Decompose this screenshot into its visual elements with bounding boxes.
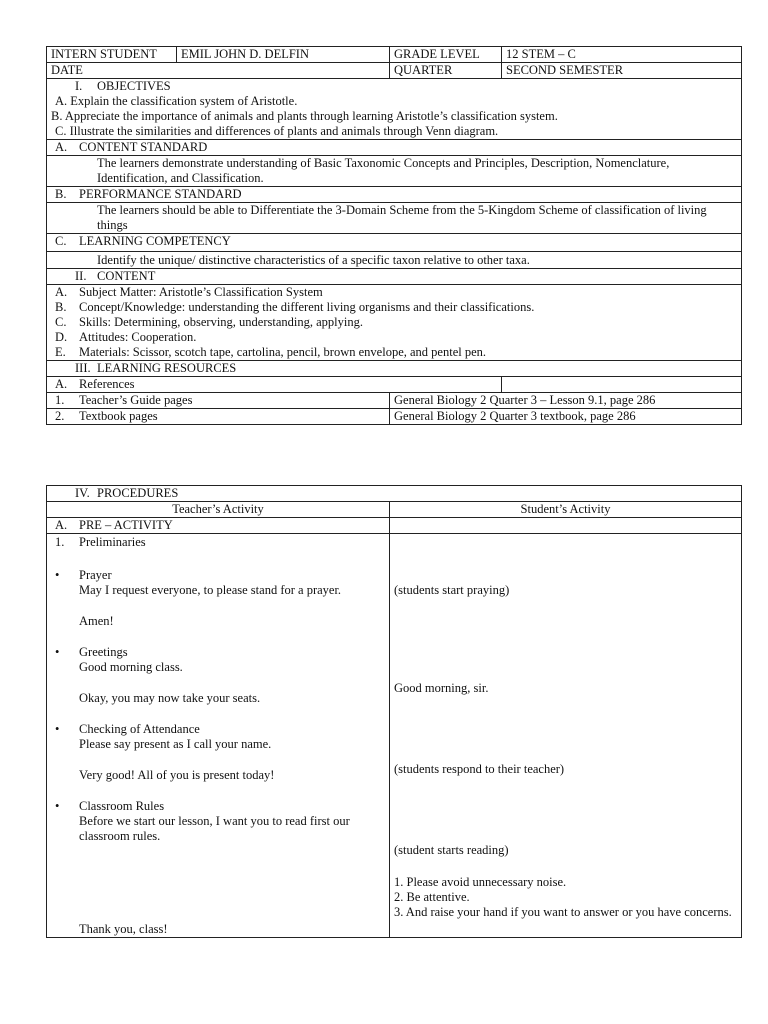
rules-item bbox=[51, 799, 385, 937]
content-standard-letter: A. bbox=[55, 140, 68, 154]
rules-teacher-text: Before we start our lesson, I want you to read first our classroom rules. bbox=[79, 814, 350, 843]
content-item-e: E. Materials: Scissor, scotch tape, cartolina, pencil, brown envelope, and pentel pen. bbox=[55, 345, 487, 359]
preliminaries-title: Preliminaries bbox=[79, 535, 146, 549]
procedures-num: IV. bbox=[75, 486, 90, 500]
pre-activity-title: PRE – ACTIVITY bbox=[79, 518, 173, 532]
performance-standard-text: The learners should be able to Differentiate the 3-Domain Scheme from the 5-Kingdom Scheme of classification of living things bbox=[47, 203, 742, 234]
prayer-title: Prayer bbox=[79, 568, 112, 582]
textbook-num: 2. bbox=[55, 409, 65, 423]
content-standard-title: CONTENT STANDARD bbox=[79, 140, 208, 154]
activity-header-row bbox=[47, 502, 742, 518]
rules-student-response: (student starts reading) bbox=[394, 843, 509, 857]
prayer-item bbox=[51, 568, 385, 629]
pre-activity-row bbox=[47, 518, 742, 534]
grade-label: GRADE LEVEL bbox=[390, 47, 502, 63]
greetings-item bbox=[51, 645, 385, 706]
textbook-value: General Biology 2 Quarter 3 textbook, page 286 bbox=[390, 409, 742, 425]
objectives-num: I. bbox=[75, 79, 83, 93]
learning-competency-letter: C. bbox=[55, 234, 67, 248]
teachers-guide-label: Teacher’s Guide pages bbox=[79, 393, 193, 407]
prayer-teacher-after: Amen! bbox=[79, 614, 114, 628]
quarter-value: SECOND SEMESTER bbox=[502, 63, 742, 79]
performance-standard-title: PERFORMANCE STANDARD bbox=[79, 187, 242, 201]
performance-standard-letter: B. bbox=[55, 187, 67, 201]
prayer-student-response: (students start praying) bbox=[394, 583, 510, 597]
attendance-teacher-text: Please say present as I call your name. bbox=[79, 737, 272, 751]
learning-competency-heading-row bbox=[47, 234, 742, 252]
preliminaries-row bbox=[47, 534, 742, 938]
content-item-c: C. Skills: Determining, observing, understanding, applying. bbox=[55, 315, 363, 329]
rules-list-item: 1. Please avoid unnecessary noise. bbox=[394, 875, 567, 889]
procedures-title: PROCEDURES bbox=[97, 486, 179, 500]
objective-a: A. Explain the classification system of Aristotle. bbox=[55, 94, 298, 108]
attendance-student-response: (students respond to their teacher) bbox=[394, 762, 565, 776]
textbook-label: Textbook pages bbox=[79, 409, 158, 423]
teacher-activity-header: Teacher’s Activity bbox=[47, 502, 390, 518]
learning-resources-num: III. bbox=[75, 361, 91, 375]
intern-name: EMIL JOHN D. DELFIN bbox=[177, 47, 390, 63]
intern-row bbox=[47, 47, 742, 63]
greetings-teacher-after: Okay, you may now take your seats. bbox=[79, 691, 261, 705]
content-items-row bbox=[47, 285, 742, 361]
procedures-heading-row bbox=[47, 486, 742, 502]
content-standard-heading-row bbox=[47, 140, 742, 156]
learning-competency-title: LEARNING COMPETENCY bbox=[79, 234, 231, 248]
references-letter: A. bbox=[55, 377, 68, 391]
rules-list-item: 2. Be attentive. bbox=[394, 890, 470, 904]
content-standard-text-row bbox=[47, 156, 742, 187]
bullet-icon: • bbox=[55, 645, 60, 659]
performance-standard-text-row bbox=[47, 203, 742, 234]
content-item-d: D. Attitudes: Cooperation. bbox=[55, 330, 197, 344]
content-item-a: A. Subject Matter: Aristotle’s Classification System bbox=[55, 285, 323, 299]
bullet-icon: • bbox=[55, 799, 60, 813]
teachers-guide-num: 1. bbox=[55, 393, 65, 407]
performance-standard-heading-row bbox=[47, 187, 742, 203]
references-row bbox=[47, 377, 742, 393]
student-activity-header: Student’s Activity bbox=[390, 502, 742, 518]
date-row bbox=[47, 63, 742, 79]
learning-competency-text: Identify the unique/ distinctive characteristics of a specific taxon relative to other taxa. bbox=[47, 252, 742, 269]
teacher-activity-cell bbox=[47, 534, 390, 938]
rules-list-item: 3. And raise your hand if you want to answer or you have concerns. bbox=[394, 905, 732, 919]
grade-value: 12 STEM – C bbox=[502, 47, 742, 63]
attendance-item bbox=[51, 722, 385, 783]
content-heading-row bbox=[47, 269, 742, 285]
content-standard-text: The learners demonstrate understanding of Basic Taxonomic Concepts and Principles, Description, Nomenclature, Identification, and Classification. bbox=[47, 156, 742, 187]
content-num: II. bbox=[75, 269, 87, 283]
objectives-title: OBJECTIVES bbox=[97, 79, 171, 93]
prayer-teacher-text: May I request everyone, to please stand for a prayer. bbox=[79, 583, 342, 597]
learning-resources-heading-row bbox=[47, 361, 742, 377]
rules-title: Classroom Rules bbox=[79, 799, 165, 813]
learning-competency-text-row bbox=[47, 252, 742, 269]
pre-activity-letter: A. bbox=[55, 518, 68, 532]
procedures-table bbox=[46, 485, 742, 938]
objectives-section bbox=[47, 79, 742, 140]
greetings-student-response: Good morning, sir. bbox=[394, 681, 489, 695]
objective-b: B. Appreciate the importance of animals and plants through learning Aristotle’s classification system. bbox=[51, 109, 558, 123]
learning-resources-title: LEARNING RESOURCES bbox=[97, 361, 237, 375]
preliminaries-num: 1. bbox=[55, 535, 65, 549]
intern-label: INTERN STUDENT bbox=[47, 47, 177, 63]
date-label: DATE bbox=[47, 63, 390, 79]
objectives-heading bbox=[51, 79, 737, 94]
greetings-title: Greetings bbox=[79, 645, 128, 659]
teachers-guide-row bbox=[47, 393, 742, 409]
attendance-title: Checking of Attendance bbox=[79, 722, 200, 736]
teachers-guide-value: General Biology 2 Quarter 3 – Lesson 9.1, page 286 bbox=[390, 393, 742, 409]
bullet-icon: • bbox=[55, 568, 60, 582]
objective-c: C. Illustrate the similarities and differences of plants and animals through Venn diagram. bbox=[55, 124, 499, 138]
textbook-row bbox=[47, 409, 742, 425]
greetings-teacher-text: Good morning class. bbox=[79, 660, 183, 674]
content-item-b: B. Concept/Knowledge: understanding the different living organisms and their classifications. bbox=[55, 300, 535, 314]
rules-teacher-after: Thank you, class! bbox=[79, 922, 168, 936]
attendance-teacher-after: Very good! All of you is present today! bbox=[79, 768, 275, 782]
bullet-icon: • bbox=[55, 722, 60, 736]
quarter-label: QUARTER bbox=[390, 63, 502, 79]
student-activity-cell bbox=[390, 534, 742, 938]
lesson-plan-header-table bbox=[46, 46, 742, 425]
content-title: CONTENT bbox=[97, 269, 156, 283]
references-label: References bbox=[79, 377, 135, 391]
